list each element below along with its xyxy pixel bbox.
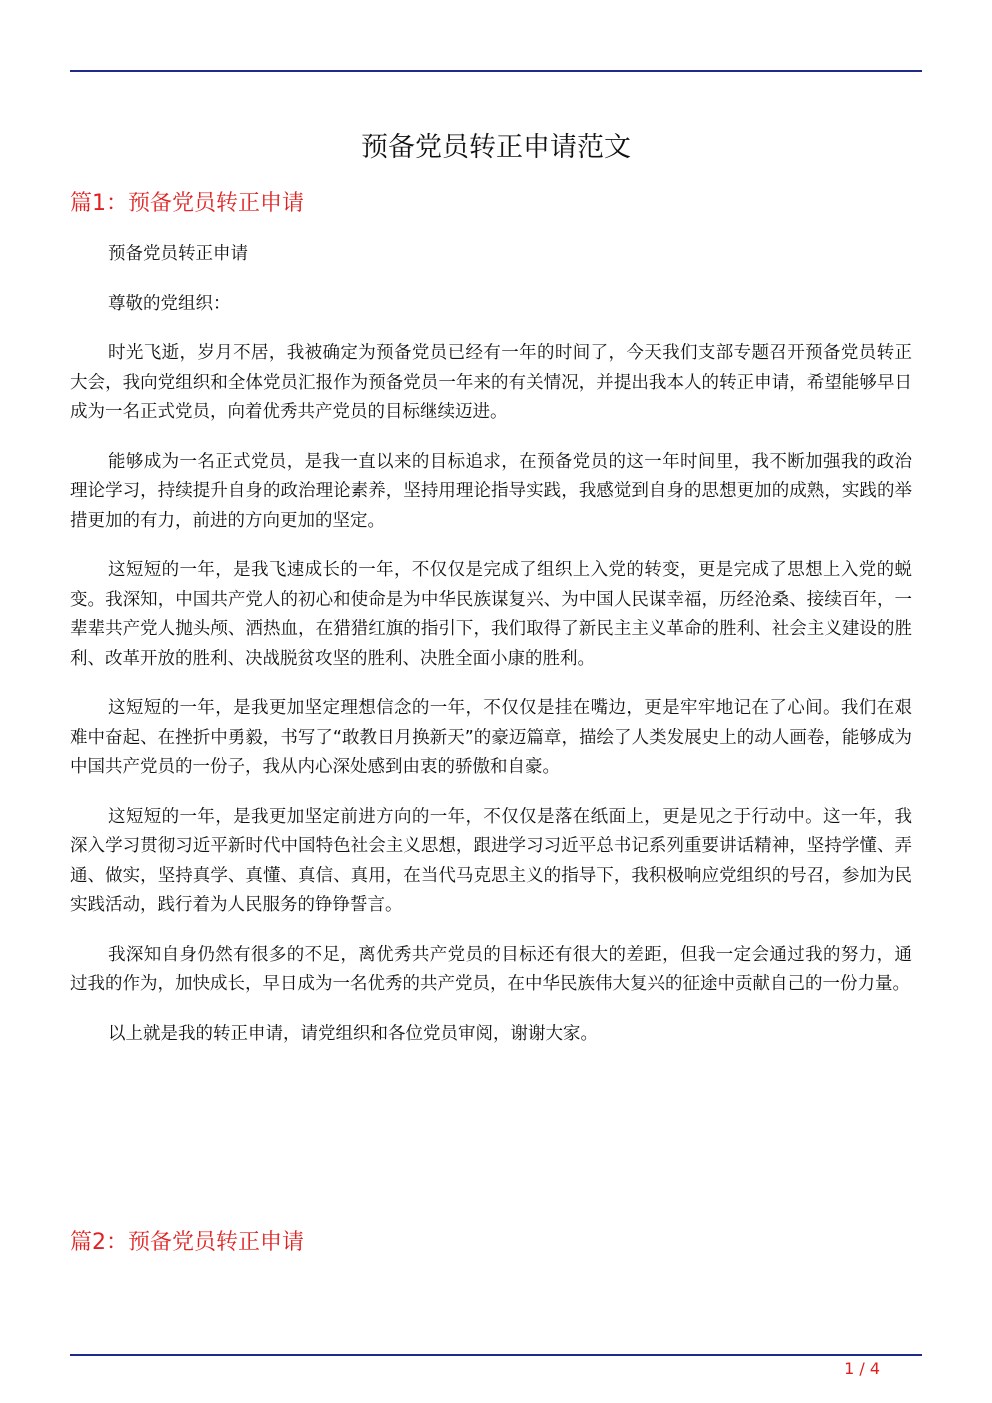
paragraph-salutation: 尊敬的党组织：	[108, 293, 231, 314]
section-2-heading: 篇2：预备党员转正申请	[70, 1230, 304, 1255]
document-title: 预备党员转正申请范文	[361, 132, 631, 163]
paragraph-doc-label: 预备党员转正申请	[108, 244, 248, 264]
section-1-heading: 篇1：预备党员转正申请	[70, 191, 304, 216]
paragraph-shortcomings: 我深知自身仍然有很多的不足，离优秀共产党员的目标还有很大的差距，但我一定会通过我的努力，通过我的作为，加快成长，早日成为一名优秀的共产党员，在中华民族伟大复兴的征途中贡献自己的一份力量。	[70, 944, 912, 994]
document-body	[70, 240, 912, 1069]
paragraph-goal: 能够成为一名正式党员，是我一直以来的目标追求，在预备党员的这一年时间里，我不断加强我的政治理论学习，持续提升自身的政治理论素养，坚持用理论指导实践，我感觉到自身的思想更加的成熟，实践的举措更加的有力，前进的方向更加的坚定。	[70, 451, 912, 531]
page-number: 1 / 4	[844, 1359, 880, 1378]
paragraph-intro: 时光飞逝，岁月不居，我被确定为预备党员已经有一年的时间了，今天我们支部专题召开预备党员转正大会，我向党组织和全体党员汇报作为预备党员一年来的有关情况，并提出我本人的转正申请，希望能够早日成为一名正式党员，向着优秀共产党员的目标继续迈进。	[70, 343, 912, 422]
footer-rule	[70, 1354, 922, 1356]
header-rule	[70, 70, 922, 72]
paragraph-belief: 这短短的一年，是我更加坚定理想信念的一年，不仅仅是挂在嘴边，更是牢牢地记在了心间。我们在艰难中奋起、在挫折中勇毅，书写了“敢教日月换新天”的豪迈篇章，描绘了人类发展史上的动人画卷，能够成为中国共产党员的一份子，我从内心深处感到由衷的骄傲和自豪。	[70, 698, 912, 777]
paragraph-growth: 这短短的一年，是我飞速成长的一年，不仅仅是完成了组织上入党的转变，更是完成了思想上入党的蜕变。我深知，中国共产党人的初心和使命是为中华民族谋复兴、为中国人民谋幸福，历经沧桑、接续百年，一辈辈共产党人抛头颅、洒热血，在猎猎红旗的指引下，我们取得了新民主主义革命的胜利、社会主义建设的胜利、改革开放的胜利、决战脱贫攻坚的胜利、决胜全面小康的胜利。	[70, 560, 912, 669]
paragraph-direction: 这短短的一年，是我更加坚定前进方向的一年，不仅仅是落在纸面上，更是见之于行动中。这一年，我深入学习贯彻习近平新时代中国特色社会主义思想，跟进学习习近平总书记系列重要讲话精神，坚持学懂、弄通、做实，坚持真学、真懂、真信、真用，在当代马克思主义的指导下，我积极响应党组织的号召，参加为民实践活动，践行着为人民服务的铮铮誓言。	[70, 806, 912, 915]
paragraph-closing: 以上就是我的转正申请，请党组织和各位党员审阅，谢谢大家。	[108, 1023, 598, 1044]
